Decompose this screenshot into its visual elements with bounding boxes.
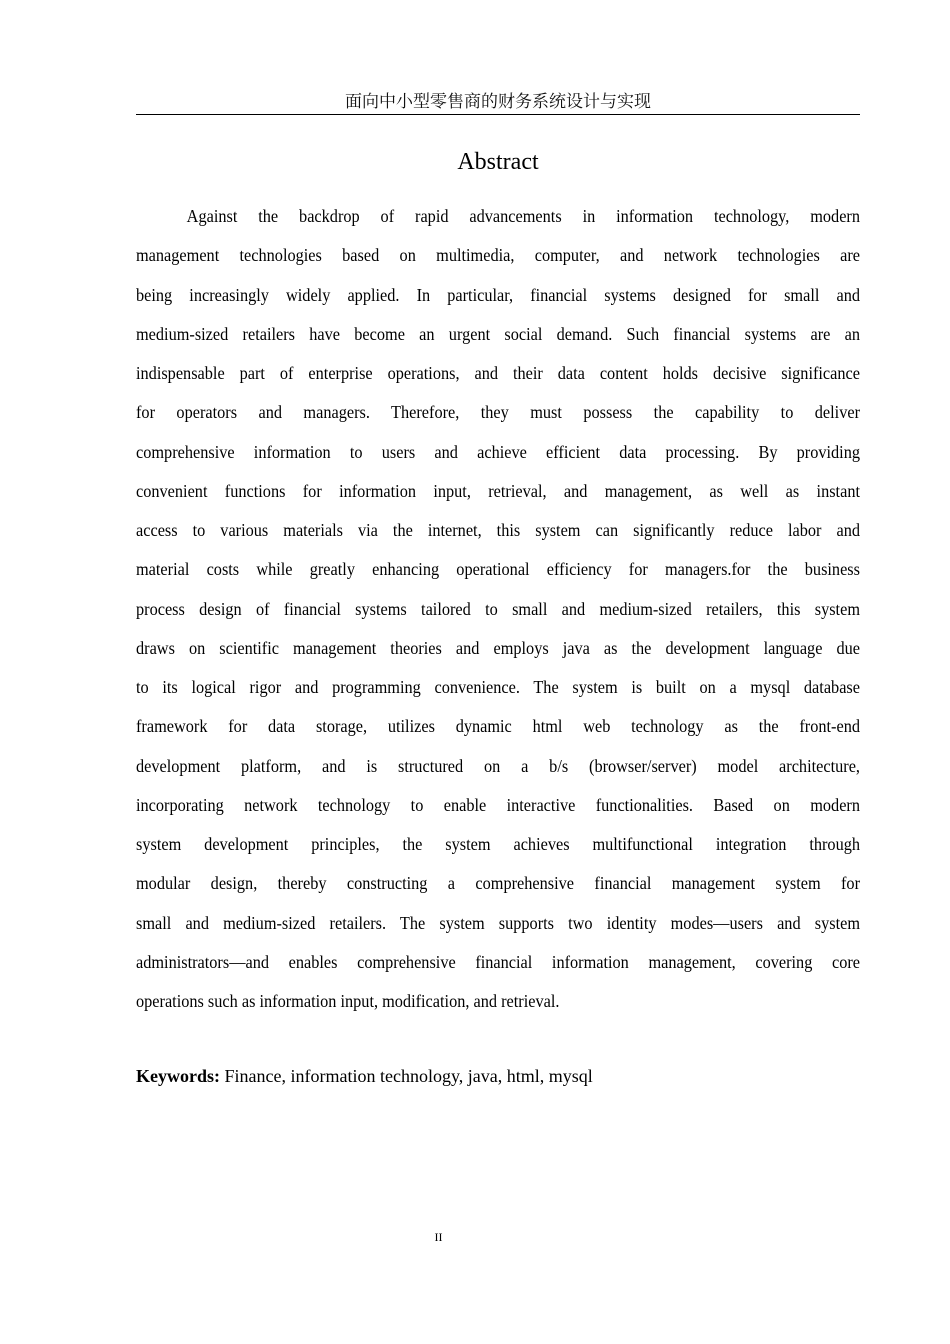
paragraph-line: draws on scientific management theories and employs java as the development language due — [136, 637, 860, 658]
paragraph-line: Against the backdrop of rapid advancements in information technology, modern — [186, 206, 860, 226]
paragraph-line: for operators and managers. Therefore, they must possess the capability to deliver — [136, 402, 860, 423]
keywords-line — [136, 1062, 593, 1090]
paragraph-line: development platform, and is structured on a b/s (browser/server) model architecture, — [136, 755, 860, 776]
paragraph-line: system development principles, the system achieves multifunctional integration through — [136, 834, 860, 854]
paragraph-line: process design of financial systems tailored to small and medium-sized retailers, this system — [136, 598, 860, 619]
keywords-label: Keywords: — [136, 1066, 220, 1086]
section-title: Abstract — [457, 149, 539, 175]
header-rule — [136, 114, 860, 115]
paragraph-line: to its logical rigor and programming convenience. The system is built on a mysql database — [136, 677, 860, 697]
running-header — [136, 90, 860, 114]
keywords-value: Finance, information technology, java, html, mysql — [220, 1066, 593, 1086]
paragraph-line: indispensable part of enterprise operations, and their data content holds decisive significance — [136, 363, 860, 383]
paragraph-line: access to various materials via the internet, this system can significantly reduce labor and — [136, 520, 860, 540]
paragraph-line: medium-sized retailers have become an urgent social demand. Such financial systems are an — [136, 323, 860, 344]
paragraph-line: small and medium-sized retailers. The system supports two identity modes—users and system — [136, 912, 860, 933]
paragraph-line: framework for data storage, utilizes dynamic html web technology as the front-end — [136, 716, 860, 737]
paragraph-line: modular design, thereby constructing a comprehensive financial management system for — [136, 873, 860, 894]
paragraph-line: incorporating network technology to enable interactive functionalities. Based on modern — [136, 794, 860, 815]
paragraph-line: operations such as information input, modification, and retrieval. — [136, 991, 560, 1011]
paragraph-line: material costs while greatly enhancing operational efficiency for managers.for the business — [136, 559, 860, 580]
page-number: II — [434, 1230, 443, 1244]
paragraph-line: administrators—and enables comprehensive financial information management, covering core — [136, 951, 860, 972]
paragraph-line: management technologies based on multimedia, computer, and network technologies are — [136, 245, 860, 266]
running-header-title: 面向中小型零售商的财务系统设计与实现 — [345, 92, 651, 112]
paragraph-line: being increasingly widely applied. In particular, financial systems designed for small and — [136, 284, 860, 305]
abstract-paragraph — [136, 197, 860, 1021]
paragraph-line: convenient functions for information input, retrieval, and management, as well as instant — [136, 480, 860, 501]
paragraph-line: comprehensive information to users and achieve efficient data processing. By providing — [136, 441, 860, 462]
